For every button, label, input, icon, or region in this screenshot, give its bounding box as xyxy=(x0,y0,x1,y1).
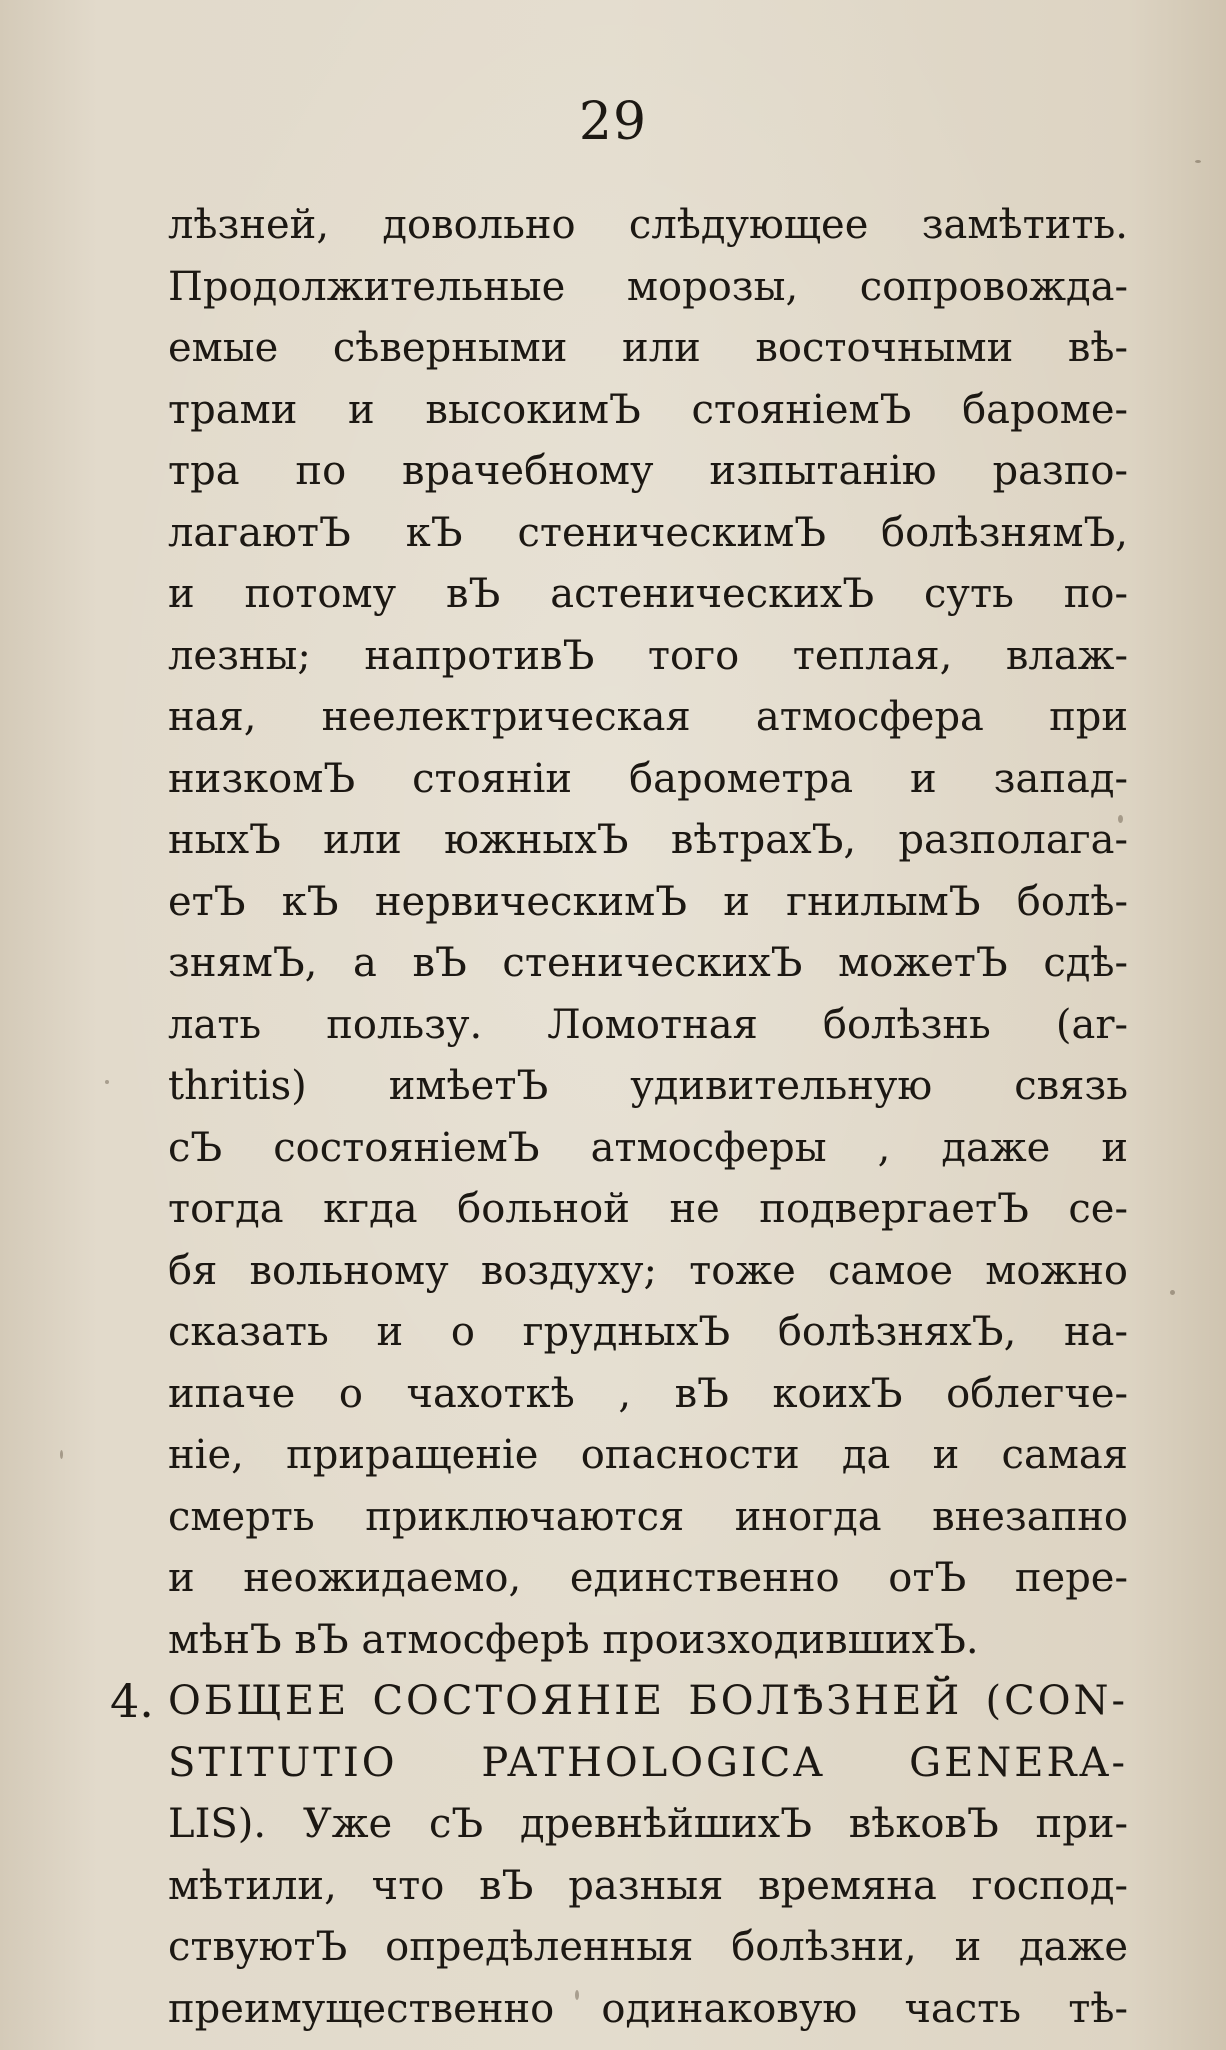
text-line: лагаютЪ кЪ стеническимЪ болѣзнямЪ, xyxy=(168,509,1128,556)
body-text xyxy=(168,195,1128,2040)
text-line: ипаче о чахоткѣ , вЪ коихЪ облегче- xyxy=(168,1370,1128,1417)
text-line: бя вольному воздуху; тоже самое можно xyxy=(168,1247,1128,1294)
paper-speck xyxy=(575,1990,579,2000)
text-line: LIS). Уже сЪ древнѣйшихЪ вѣковЪ при- xyxy=(168,1801,1128,1847)
text-line: смерть приключаются иногда внезапно xyxy=(168,1493,1128,1540)
text-line: тогда кгда больной не подвергаетЪ се- xyxy=(168,1186,1128,1232)
text-line: ная, неелектрическая атмосфера при xyxy=(168,694,1128,740)
text-line: лать пользу. Ломотная болѣзнь (ar- xyxy=(168,1001,1128,1048)
paper-speck xyxy=(1118,815,1123,823)
page-number: 29 xyxy=(578,92,648,152)
section-heading-line: ОБЩЕЕ СОСТОЯНІЕ БОЛѢЗНЕЙ (CON- xyxy=(168,1678,1128,1724)
section-marker: 4. xyxy=(110,1674,154,1728)
text-line: тра по врачебному изпытанію разпо- xyxy=(168,448,1128,494)
text-line: ныхЪ или южныхЪ вѣтрахЪ, разполага- xyxy=(168,817,1128,863)
paper-speck xyxy=(1170,1290,1175,1295)
text-line: ніе, приращеніе опасности да и самая xyxy=(168,1432,1128,1478)
paper-speck xyxy=(105,1080,109,1084)
paper-speck xyxy=(1195,160,1201,163)
text-line: и неожидаемо, единственно отЪ пере- xyxy=(168,1555,1128,1601)
text-line: низкомЪ стояніи барометра и запад- xyxy=(168,755,1128,802)
text-line: лѣзней, довольно слѣдующее замѣтить. xyxy=(168,202,1128,248)
text-line: емые сѣверными или восточными вѣ- xyxy=(168,325,1128,371)
text-line: ствуютЪ опредѣленныя болѣзни, и даже xyxy=(168,1924,1128,1970)
text-line: лезны; напротивЪ того теплая, влаж- xyxy=(168,632,1128,679)
text-line: сЪ состояніемЪ атмосферы , даже и xyxy=(168,1124,1128,1171)
text-line: и потому вЪ астеническихЪ суть по- xyxy=(168,571,1128,617)
text-line: Продолжительные морозы, сопровожда- xyxy=(168,263,1128,310)
paper-speck xyxy=(60,1450,63,1459)
text-line: етЪ кЪ нервическимЪ и гнилымЪ болѣ- xyxy=(168,878,1128,925)
text-line: преимущественно одинаковую часть тѣ- xyxy=(168,1985,1128,2032)
text-line: знямЪ, а вЪ стеническихЪ можетЪ сдѣ- xyxy=(168,940,1128,986)
text-line: мѣнЪ вЪ атмосферѣ произходившихЪ. xyxy=(168,1616,979,1663)
text-line: трами и высокимЪ стояніемЪ бароме- xyxy=(168,386,1128,433)
section-heading-line: STITUTIO PATHOLOGICA GENERA- xyxy=(168,1739,1128,1786)
text-line: сказать и о грудныхЪ болѣзняхЪ, на- xyxy=(168,1309,1128,1355)
text-line: мѣтили, что вЪ разныя времяна господ- xyxy=(168,1862,1128,1909)
text-line: thritis) имѣетЪ удивительную связь xyxy=(168,1063,1128,1109)
